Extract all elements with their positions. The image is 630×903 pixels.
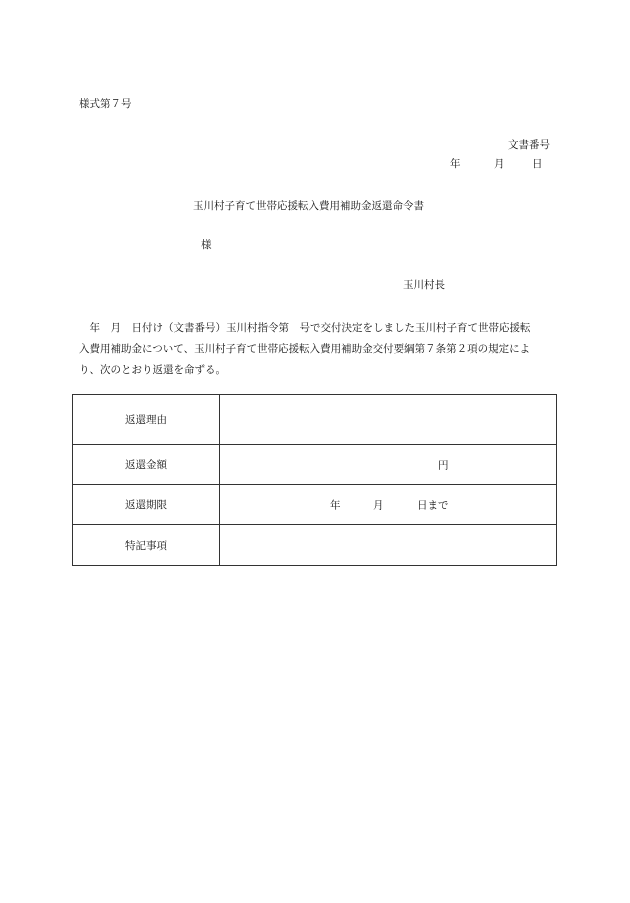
deadline-month-label: 月 [373, 499, 384, 511]
repayment-amount-label: 返還金額 [73, 445, 220, 485]
body-paragraph [79, 318, 553, 381]
repayment-reason-label: 返還理由 [73, 395, 220, 445]
repayment-details-table [72, 394, 557, 566]
document-number-label: 文書番号 [508, 139, 550, 151]
repayment-amount-cell [220, 445, 557, 485]
deadline-day-label: 日まで [417, 499, 449, 511]
repayment-reason-value [220, 395, 557, 445]
addressee-honorific: 様 [201, 239, 212, 251]
yen-unit-label: 円 [438, 459, 449, 471]
body-line: 年 月 日付け（文書番号）玉川村指令第 号で交付決定をしました玉川村子育て世帯応援転 [79, 322, 531, 334]
issue-date-line [450, 157, 550, 171]
body-line: 入費用補助金について、玉川村子育て世帯応援転入費用補助金交付要綱第７条第２項の規定によ [79, 343, 531, 355]
table-row [73, 395, 557, 445]
repayment-deadline-label: 返還期限 [73, 485, 220, 525]
document-title: 玉川村子育て世帯応援転入費用補助金返還命令書 [193, 200, 424, 212]
repayment-deadline-cell [220, 485, 557, 525]
issuer-name: 玉川村長 [403, 279, 445, 291]
special-notes-label: 特記事項 [73, 525, 220, 566]
deadline-year-label: 年 [330, 499, 341, 511]
date-year-label: 年 [450, 158, 461, 170]
table-row [73, 485, 557, 525]
date-month-label: 月 [494, 158, 505, 170]
body-line: り、次のとおり返還を命ずる。 [79, 364, 226, 376]
table-row [73, 445, 557, 485]
date-day-label: 日 [532, 158, 543, 170]
form-number: 様式第７号 [79, 98, 132, 110]
special-notes-value [220, 525, 557, 566]
table-row [73, 525, 557, 566]
